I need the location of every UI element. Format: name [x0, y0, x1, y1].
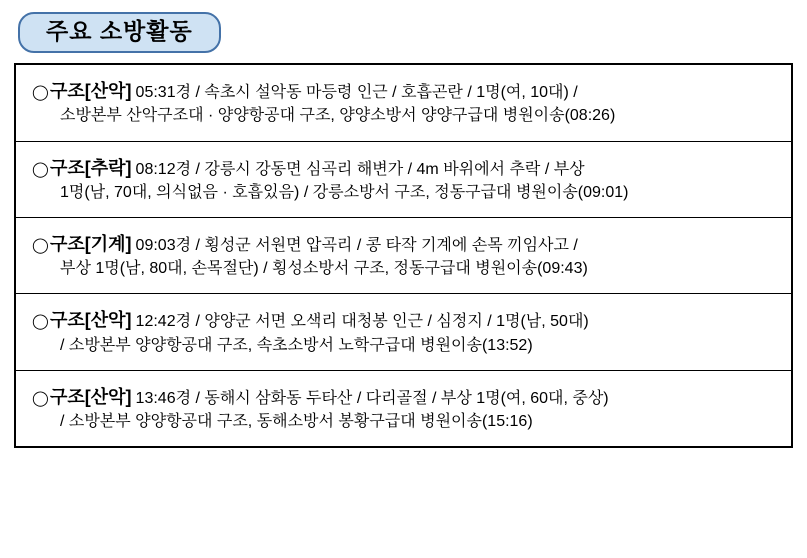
entry-text: 13:46경 / 동해시 삼화동 두타산 / 다리골절 / 부상 1명(여, 60대, 중상) [135, 389, 609, 407]
entry-line-primary [32, 384, 777, 410]
entry-text: 12:42경 / 양양군 서면 오색리 대청봉 인근 / 심정지 / 1명(남, 50대) [135, 313, 589, 331]
entry-text-cont: 소방본부 산악구조대 · 양양항공대 구조, 양양소방서 양양구급대 병원이송(08:26) [60, 107, 616, 125]
entry-text: 05:31경 / 속초시 설악동 마등령 인근 / 호흡곤란 / 1명(여, 10대) / [135, 84, 578, 102]
entry-line-secondary [32, 181, 777, 204]
entry-kind: 구조[산악] [50, 81, 132, 102]
bullet-icon: ◯ [32, 84, 49, 102]
entry-line-primary [32, 231, 777, 257]
entry-line-primary [32, 307, 777, 333]
list-item [16, 218, 791, 294]
list-item [16, 371, 791, 446]
entry-text-cont: / 소방본부 양양항공대 구조, 속초소방서 노학구급대 병원이송(13:52) [60, 336, 533, 354]
list-item [16, 142, 791, 218]
entry-line-secondary [32, 257, 777, 280]
entry-line-secondary [32, 410, 777, 433]
entry-text-cont: / 소방본부 양양항공대 구조, 동해소방서 봉황구급대 병원이송(15:16) [60, 412, 533, 430]
entry-kind: 구조[추락] [50, 157, 132, 178]
entry-text: 08:12경 / 강릉시 강동면 심곡리 해변가 / 4m 바위에서 추락 / 부상 [135, 160, 585, 178]
list-item [16, 65, 791, 141]
entry-kind: 구조[산악] [50, 386, 132, 407]
entry-text-cont: 1명(남, 70대, 의식없음 · 호흡있음) / 강릉소방서 구조, 정동구급대 병원이송(09:01) [60, 183, 629, 201]
activity-list [14, 63, 793, 448]
entry-line-secondary [32, 334, 777, 357]
list-item [16, 294, 791, 370]
entry-text-cont: 부상 1명(남, 80대, 손목절단) / 횡성소방서 구조, 정동구급대 병원이송(09:43) [60, 260, 588, 278]
bullet-icon: ◯ [32, 160, 49, 178]
page-title: 주요 소방활동 [18, 12, 221, 53]
header-area [0, 0, 807, 63]
entry-kind: 구조[산악] [50, 310, 132, 331]
bullet-icon: ◯ [32, 237, 49, 255]
entry-line-secondary [32, 104, 777, 127]
entry-text: 09:03경 / 횡성군 서원면 압곡리 / 콩 타작 기계에 손목 끼임사고 / [135, 237, 578, 255]
bullet-icon: ◯ [32, 389, 49, 407]
entry-kind: 구조[기계] [50, 234, 132, 255]
entry-line-primary [32, 78, 777, 104]
entry-line-primary [32, 155, 777, 181]
bullet-icon: ◯ [32, 313, 49, 331]
